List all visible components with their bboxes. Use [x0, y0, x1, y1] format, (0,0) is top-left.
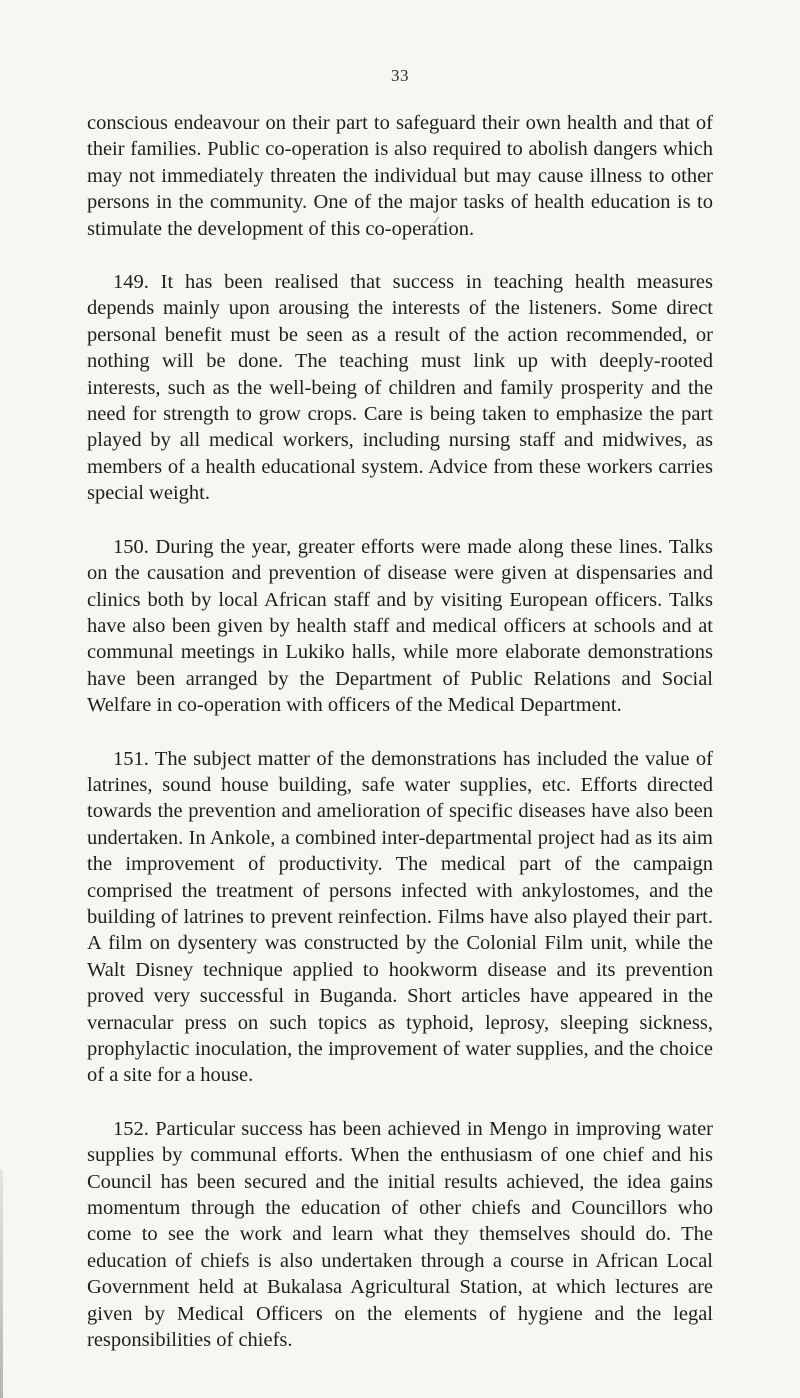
paragraph-151: [87, 746, 713, 1089]
paragraph-text: During the year, greater efforts were made along these lines. Talks on the causation and prevention of disease were given at dispensaries and clinics both by local African staff and by visiting European officers. Talks have also been given by health staff and medical officers at schools and at communal meetings in Lukiko halls, while more elaborate demonstrations have been arranged by the Department of Public Relations and Social Welfare in co-operation with officers of the Medical Department.: [87, 535, 714, 717]
binding-edge: [0, 1170, 3, 1398]
paragraph-150: [87, 534, 713, 719]
paragraph-continuation: [87, 110, 713, 242]
paragraph-text: The subject matter of the demonstrations has included the value of latrines, sound house building, safe water supplies, etc. Efforts directed towards the prevention and amelioration of specific diseases have also been undertaken. In Ankole, a combined inter-departmental project had as its aim the improvement of productivity. The medical part of the campaign comprised the treatment of persons infected with ankylostomes, and the building of latrines to prevent reinfection. Films have also played their part. A film on dysentery was constructed by the Colonial Film unit, while the Walt Disney technique applied to hookworm disease and its prevention proved very successful in Buganda. Short articles have appeared in the vernacular press on such topics as typhoid, leprosy, sleeping sickness, prophylactic inoculation, the improvement of water supplies, and the choice of a site for a house.: [87, 747, 713, 1087]
body-text: [87, 110, 713, 1380]
paragraph-text: Particular success has been achieved in Mengo in improving water supplies by communal efforts. When the enthusiasm of one chief and his Council has been secured and the initial results achieved, the idea gains momentum through the education of other chiefs and Councillors who come to see the work and learn what they themselves should do. The education of chiefs is also undertaken through a course in African Local Government held at Bukalasa Agricultural Station, at which lectures are given by Medical Officers on the elements of hygiene and the legal responsibilities of chiefs.: [87, 1117, 713, 1352]
paragraph-number: 152.: [113, 1117, 149, 1140]
paragraph-text: conscious endeavour on their part to safeguard their own health and that of their families. Public co-operation is also required to abolish dangers which may not immediately threaten the individual but may cause illness to other persons in the community. One of the major tasks of health education is to stimulate the development of this co-operation.: [87, 112, 713, 240]
paragraph-number: 149.: [113, 271, 149, 294]
paragraph-149: [87, 269, 713, 507]
paragraph-number: 151.: [113, 747, 149, 770]
page-number: 33: [391, 66, 409, 85]
paragraph-text: It has been realised that success in teaching health measures depends mainly upon arousing the interests of the listeners. Some direct personal benefit must be seen as a result of the action recommended, or nothing will be done. The teaching must link up with deeply-rooted interests, such as the well-being of children and family prosperity and the need for strength to grow crops. Care is being taken to emphasize the part played by all medical workers, including nursing staff and midwives, as members of a health educational system. Advice from these workers carries special weight.: [87, 271, 714, 505]
paragraph-number: 150.: [113, 535, 149, 558]
paragraph-152: [87, 1116, 713, 1354]
